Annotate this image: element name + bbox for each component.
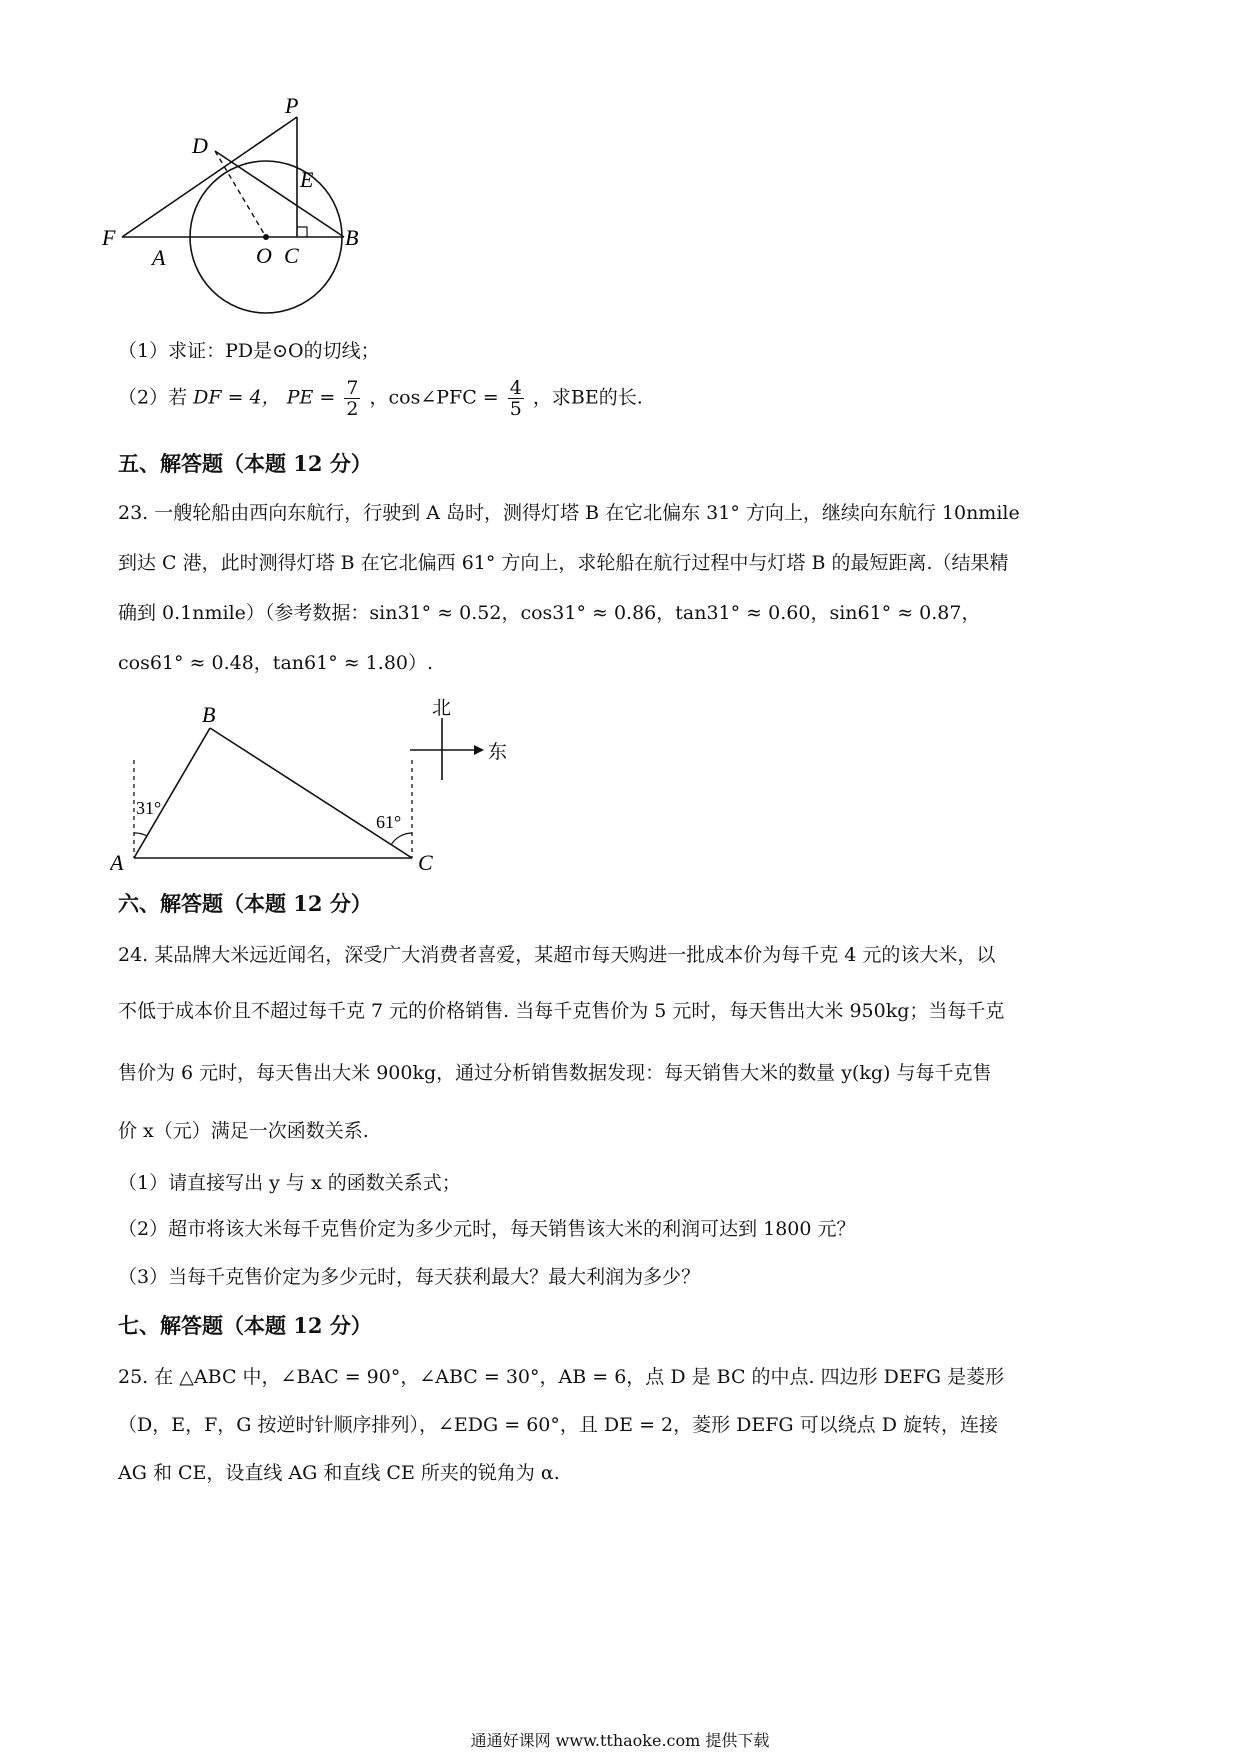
q22-df: DF = 4，	[193, 386, 281, 409]
line-db	[215, 151, 344, 237]
label-b2: B	[202, 702, 216, 727]
section6-title: 六、解答题（本题 12 分）	[118, 891, 372, 916]
label-c: C	[284, 243, 299, 268]
q22-pe-lhs: PE =	[286, 386, 336, 409]
q24-line4: 价 x（元）满足一次函数关系.	[118, 1120, 369, 1142]
q24-part3: （3）当每千克售价定为多少元时，每天获利最大？最大利润为多少？	[118, 1266, 701, 1288]
q22-part2	[118, 378, 643, 419]
q24-line3: 售价为 6 元时，每天售出大米 900kg，通过分析销售数据发现：每天销售大米的数量 y(kg) 与每千克售	[118, 1062, 992, 1084]
q23-line1: 23. 一艘轮船由西向东航行，行驶到 A 岛时，测得灯塔 B 在它北偏东 31° 方向上，继续向东航行 10nmile	[118, 502, 1020, 524]
section5-title: 五、解答题（本题 12 分）	[118, 451, 372, 476]
q22-cos-num: 4	[509, 377, 522, 399]
angle-arc-a	[134, 833, 147, 836]
compass-arrow-east	[474, 745, 484, 755]
section7-title: 七、解答题（本题 12 分）	[118, 1313, 372, 1338]
label-o: O	[256, 243, 272, 268]
q25-line1: 25. 在 △ABC 中，∠BAC = 90°，∠ABC = 30°，AB = 6，点 D 是 BC 的中点. 四边形 DEFG 是菱形	[118, 1366, 1005, 1388]
q22-pe-den: 2	[346, 398, 359, 420]
q24-line1: 24. 某品牌大米远近闻名，深受广大消费者喜爱，某超市每天购进一批成本价为每千克 4 元的该大米，以	[118, 944, 996, 966]
center-point-o	[263, 234, 269, 240]
q23-line3: 确到 0.1nmile）（参考数据：sin31° ≈ 0.52，cos31° ≈ 0.86，tan31° ≈ 0.60，sin61° ≈ 0.87，	[118, 602, 981, 624]
q22-cos-lhs: ，cos∠PFC =	[369, 386, 499, 409]
q23-line2: 到达 C 港，此时测得灯塔 B 在它北偏西 61° 方向上，求轮船在航行过程中与灯塔 B 的最短距离.（结果精	[118, 552, 1009, 574]
label-e: E	[300, 167, 314, 192]
q24-line2: 不低于成本价且不超过每千克 7 元的价格销售. 当每千克售价为 5 元时，每天售出大米 950kg；当每千克	[118, 1000, 1005, 1022]
line-fp	[122, 117, 297, 237]
label-d: D	[192, 133, 208, 158]
side-ab	[134, 728, 210, 858]
label-east: 东	[488, 742, 508, 763]
q24-part1: （1）请直接写出 y 与 x 的函数关系式；	[118, 1172, 461, 1194]
q22-cos-fraction	[508, 378, 524, 419]
label-north: 北	[432, 698, 452, 719]
q25-line2: （D，E，F，G 按逆时针顺序排列），∠EDG = 60°，且 DE = 2，菱形 DEFG 可以绕点 D 旋转，连接	[118, 1414, 998, 1436]
label-angle-31: 31°	[136, 798, 162, 818]
right-angle-mark	[297, 227, 307, 237]
footer-text: 通通好课网 www.tthaoke.com 提供下载	[470, 1731, 770, 1750]
q22-part1: （1）求证：PD是⊙O的切线；	[118, 340, 380, 362]
q22-part2-prefix: （2）若	[118, 386, 188, 409]
label-a2: A	[110, 850, 124, 875]
q24-part2: （2）超市将该大米每千克售价定为多少元时，每天销售该大米的利润可达到 1800 元？	[118, 1218, 856, 1240]
label-angle-61: 61°	[376, 812, 402, 832]
q22-pe-num: 7	[346, 377, 359, 399]
angle-arc-c	[391, 833, 412, 845]
line-do-dashed	[215, 151, 266, 237]
figure-bearing-triangle	[110, 690, 530, 880]
label-b: B	[345, 225, 359, 250]
label-c2: C	[418, 850, 433, 875]
q23-line4: cos61° ≈ 0.48，tan61° ≈ 1.80）.	[118, 652, 434, 674]
label-f: F	[102, 225, 116, 250]
q22-pe-fraction	[344, 378, 360, 419]
figure-circle-tangent	[100, 95, 380, 320]
label-p: P	[285, 95, 299, 118]
side-bc	[210, 728, 412, 858]
q22-part2-suffix: ，求BE的长.	[532, 386, 643, 409]
label-a: A	[152, 245, 166, 270]
q25-line3: AG 和 CE，设直线 AG 和直线 CE 所夹的锐角为 α.	[118, 1462, 560, 1484]
q22-cos-den: 5	[509, 398, 522, 420]
